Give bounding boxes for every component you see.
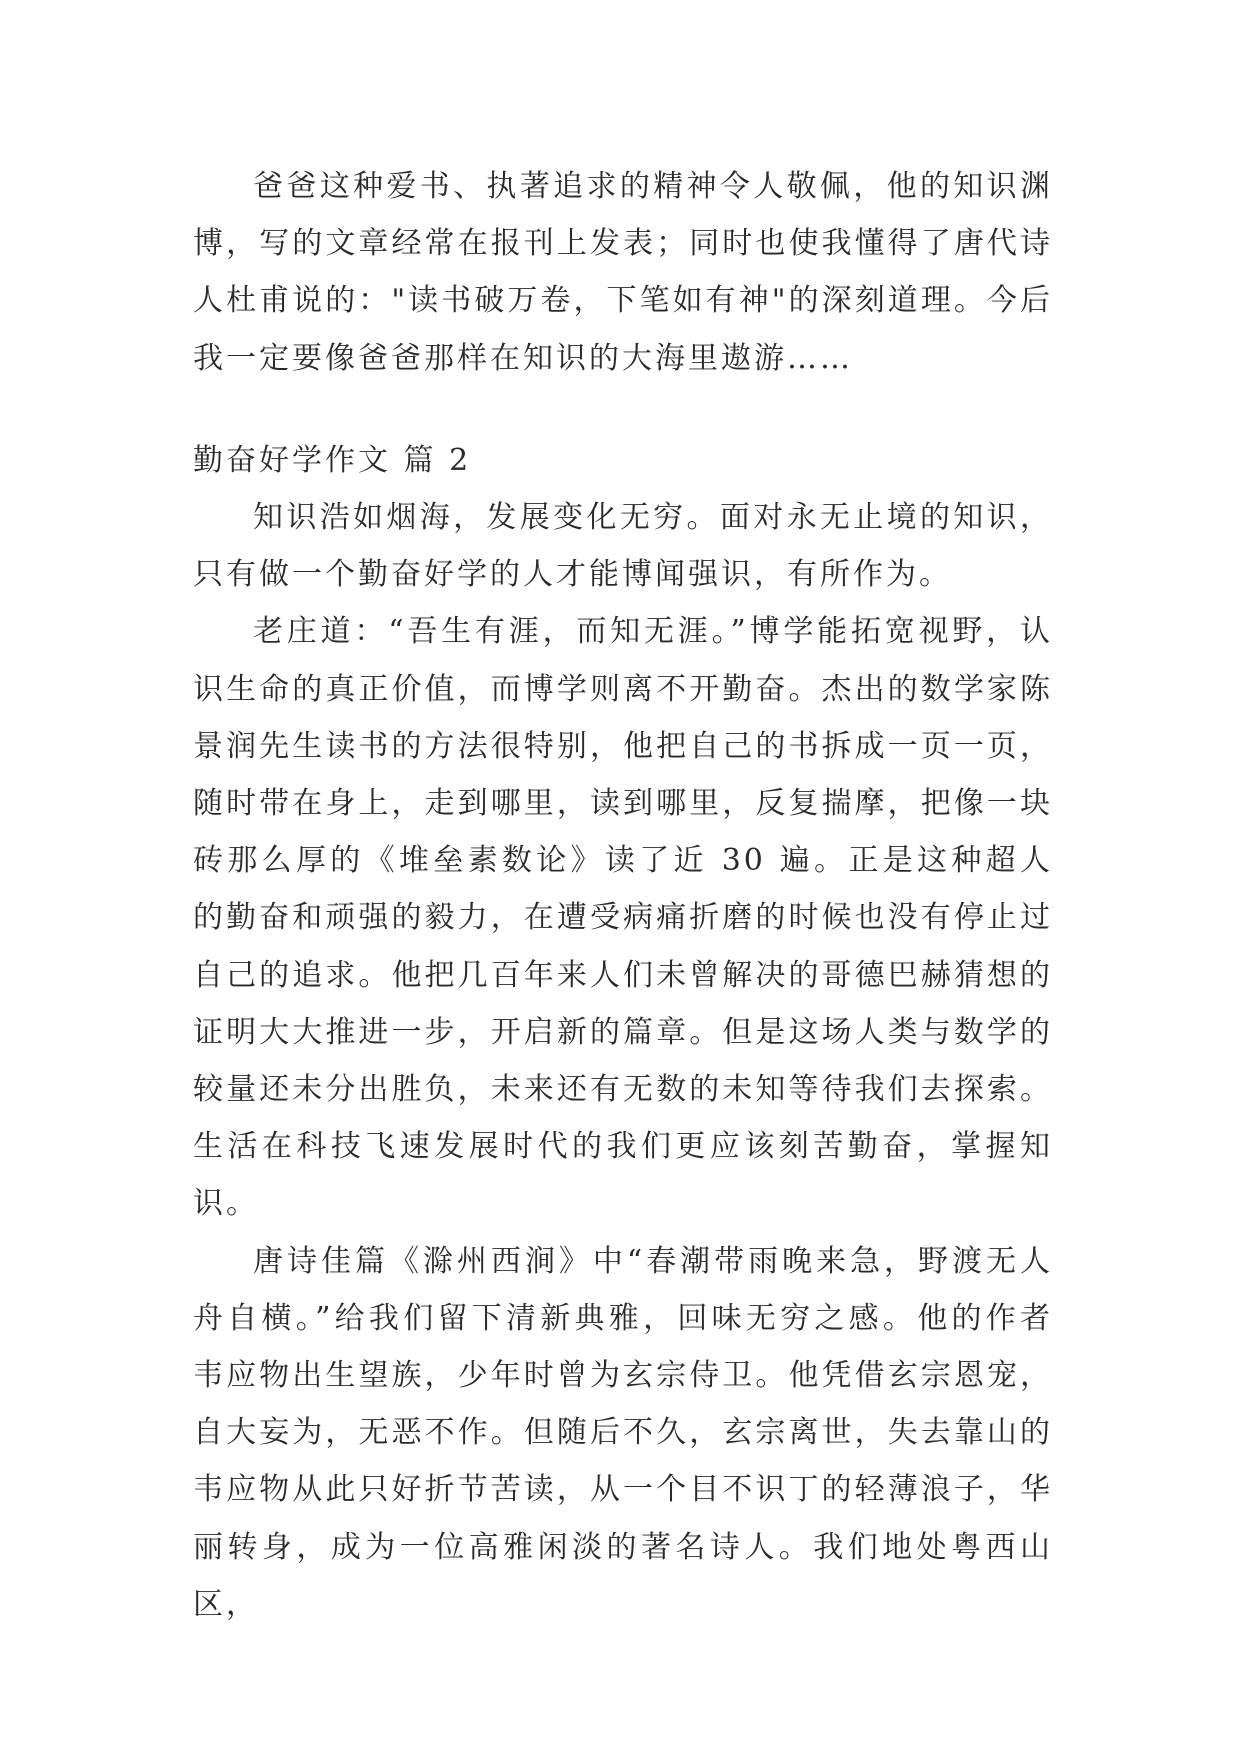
paragraph-wei-yingwu: 唐诗佳篇《滁州西涧》中“春潮带雨晚来急，野渡无人舟自横。”给我们留下清新典雅，回味无穷之感。他的作者韦应物出生望族，少年时曾为玄宗侍卫。他凭借玄宗恩宠，自大妄为，无恶不作。但随后不久，玄宗离世，失去靠山的韦应物从此只好折节苦读，从一个目不识丁的轻薄浪子，华丽转身，成为一位高雅闲淡的著名诗人。我们地处粤西山区， xyxy=(193,1243,1053,1622)
document-body xyxy=(193,158,1053,1633)
paragraph-knowledge-sea: 知识浩如烟海，发展变化无穷。面对永无止境的知识，只有做一个勤奋好学的人才能博闻强识，有所作为。 xyxy=(193,500,1053,593)
section-heading: 勤奋好学作文 篇 2 xyxy=(193,442,472,478)
paragraph-chen-jingrun: 老庄道：“吾生有涯，而知无涯。”博学能拓宽视野，认识生命的真正价值，而博学则离不开勤奋。杰出的数学家陈景润先生读书的方法很特别，他把自己的书拆成一页一页，随时带在身上，走到哪里，读到哪里，反复揣摩，把像一块砖那么厚的《堆垒素数论》读了近 30 遍。正是这种超人的勤奋和顽强的毅力，在遭受病痛折磨的时候也没有停止过自己的追求。他把几百年来人们未曾解决的哥德巴赫猜想的证明大大推进一步，开启新的篇章。但是这场人类与数学的较量还未分出胜负，未来还有无数的未知等待我们去探索。生活在科技飞速发展时代的我们更应该刻苦勤奋，掌握知识。 xyxy=(193,614,1053,1222)
paragraph-father-books: 爸爸这种爱书、执著追求的精神令人敬佩，他的知识渊博，写的文章经常在报刊上发表；同时也使我懂得了唐代诗人杜甫说的："读书破万卷，下笔如有神"的深刻道理。今后我一定要像爸爸那样在知识的大海里遨游…… xyxy=(193,169,1053,376)
